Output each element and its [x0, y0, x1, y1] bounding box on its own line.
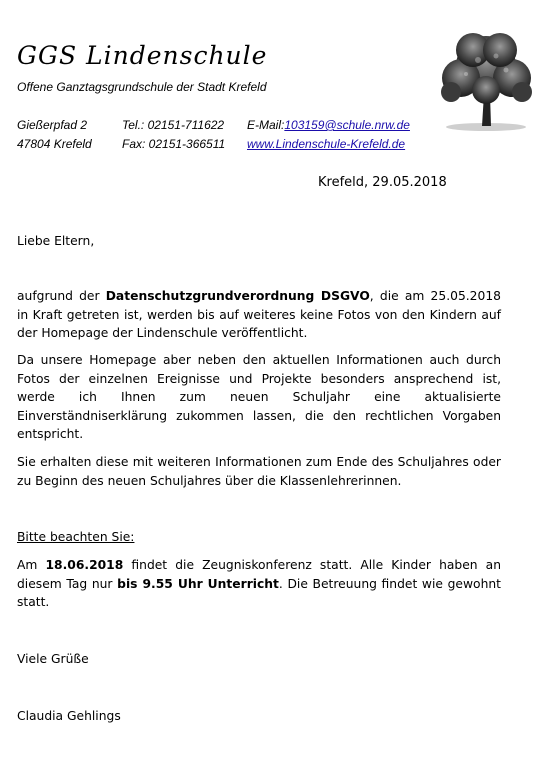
telephone: Tel.: 02151-711622 [122, 118, 225, 132]
tree-icon [436, 30, 536, 132]
paragraph-info: Sie erhalten diese mit weiteren Informationen zum Ende des Schuljahres oder zu Beginn des neuen Schuljahres über die Klassenlehrerinnen. [17, 455, 501, 488]
website-link[interactable]: www.Lindenschule-Krefeld.de [247, 137, 406, 151]
school-name: GGS Lindenschule [17, 41, 268, 70]
email-label: E-Mail: [247, 118, 285, 132]
website-line [247, 137, 405, 151]
email-link[interactable]: 103159@schule.nrw.de [284, 118, 410, 132]
street-address: Gießerpfad 2 [17, 118, 88, 132]
notice-heading: Bitte beachten Sie: [17, 530, 135, 544]
school-subtitle: Offene Ganztagsgrundschule der Stadt Krefeld [17, 80, 267, 94]
closing: Viele Grüße [17, 652, 89, 666]
fax: Fax: 02151-366511 [122, 137, 226, 151]
greeting: Liebe Eltern, [17, 234, 95, 248]
signature: Claudia Gehlings [17, 709, 121, 723]
conference-date: 18.06.2018 [45, 558, 124, 572]
letter-date: Krefeld, 29.05.2018 [318, 175, 447, 190]
paragraph-homepage: Da unsere Homepage aber neben den aktuellen Informationen auch durch Fotos der einzelnen Ereignisse und Projekte besonders ansprechend ist, werde ich Ihnen zum neuen Schuljahr eine aktualisierte Einverständniserklärung zukommen lassen, die den rechtlichen Vorgaben entspricht. [17, 353, 501, 441]
city-address: 47804 Krefeld [17, 137, 92, 151]
gdpr-term: Datenschutzgrundverordnung DSGVO [105, 289, 370, 303]
email-line [247, 118, 410, 132]
school-hours: bis 9.55 Uhr Unterricht [117, 576, 279, 591]
paragraph-gdpr: aufgrund der Datenschutzgrundverordnung DSGVO, die am 25.05.2018 in Kraft getreten ist, werden bis auf weiteres keine Fotos von den Kindern auf der Homepage der Lindenschule veröffentlicht. [17, 289, 501, 340]
paragraph-conference: Am 18.06.2018 findet die Zeugniskonferenz statt. Alle Kinder haben an diesem Tag nur bis 9.55 Uhr Unterricht. Die Betreuung findet wie gewohnt statt. [17, 558, 501, 609]
